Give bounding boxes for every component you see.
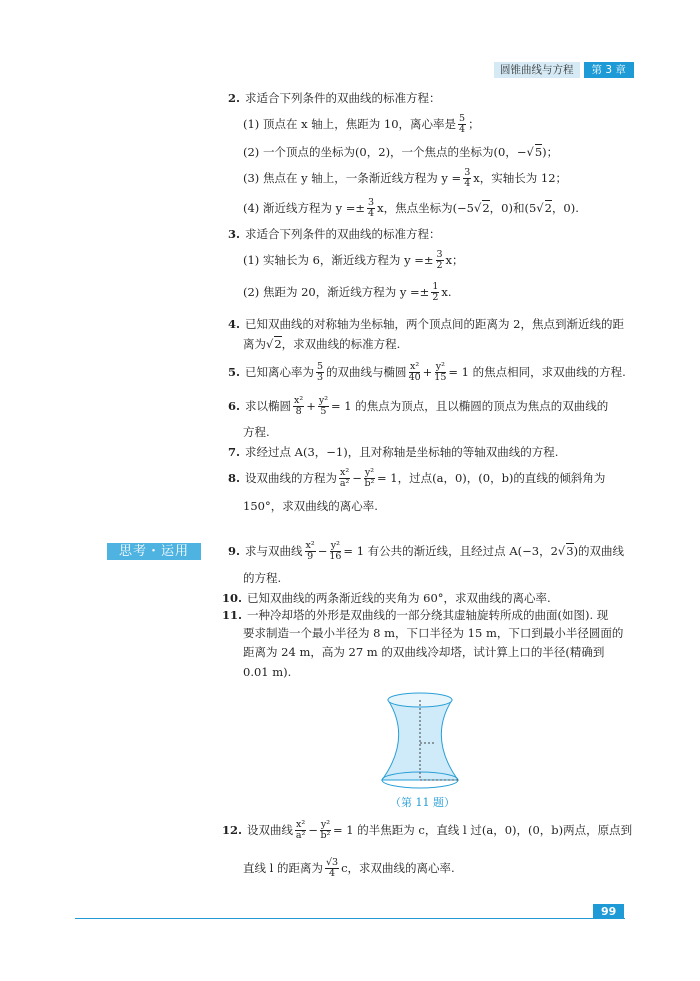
denominator: 4	[459, 123, 466, 135]
fraction	[434, 362, 446, 383]
fraction	[329, 541, 341, 562]
exercise-3	[228, 222, 441, 246]
numerator: 1	[432, 280, 439, 292]
text: 求以椭圆	[245, 399, 292, 413]
figure-caption: （第 11 题）	[390, 796, 455, 809]
numerator: 5	[459, 112, 466, 124]
exercise-7	[228, 440, 558, 464]
fraction	[463, 168, 471, 189]
text: 离为	[243, 337, 266, 351]
text: ；	[468, 117, 480, 131]
exercise-8-cont	[243, 494, 378, 518]
square-root: √2	[536, 201, 552, 215]
exercise-number: 11.	[222, 608, 243, 622]
exercise-9	[228, 539, 624, 563]
fraction	[339, 468, 350, 489]
text: 设双曲线	[247, 823, 294, 837]
exercise-number: 12.	[222, 823, 243, 837]
text: )；	[542, 145, 559, 159]
text: (4) 渐近线方程为 y =±	[243, 201, 366, 215]
exercise-11-cont2	[243, 640, 604, 664]
numerator: y²	[320, 818, 331, 830]
exercise-6	[228, 394, 608, 418]
fraction	[409, 362, 421, 383]
text: x，焦点坐标为(−5	[377, 201, 475, 215]
denominator: 8	[295, 405, 302, 417]
denominator: 4	[464, 177, 471, 189]
text: 已知双曲线的对称轴为坐标轴，两个顶点间的距离为 2，焦点到渐近线的距	[245, 317, 624, 331]
text: = 1 有公共的渐近线，且经过点 A(−3，2	[343, 544, 558, 558]
denominator: 4	[368, 207, 375, 219]
chapter-title: 圆锥曲线与方程	[494, 62, 580, 78]
denominator: 9	[307, 550, 314, 562]
numerator: y²	[364, 466, 375, 478]
text: +	[306, 399, 316, 413]
radicand: 3	[566, 544, 574, 558]
text: c，求双曲线的离心率.	[341, 861, 455, 875]
denominator: 3	[317, 371, 324, 383]
radicand: 2	[482, 201, 490, 215]
text: 距离为 24 m，高为 27 m 的双曲线冷却塔，试计算上口的半径(精确到	[243, 645, 605, 659]
numerator: 3	[464, 166, 471, 178]
section-tag: 思考・运用	[107, 543, 201, 560]
text: x.	[441, 285, 452, 299]
denominator: 2	[436, 259, 443, 271]
denominator: b²	[364, 477, 375, 489]
text: (2) 焦距为 20，渐近线方程为 y =±	[243, 285, 430, 299]
text: 直线 l 的距离为	[243, 861, 323, 875]
numerator: x²	[305, 539, 315, 551]
text: −	[308, 823, 318, 837]
text: 要求制造一个最小半径为 8 m，下口半径为 15 m，下口到最小半径圆面的	[243, 626, 624, 640]
numerator: x²	[410, 360, 420, 372]
text: 已知双曲线的两条渐近线的夹角为 60°，求双曲线的离心率.	[247, 591, 551, 605]
numerator: 3	[436, 248, 443, 260]
numerator: x²	[340, 466, 350, 478]
fraction	[325, 858, 339, 879]
text: (1) 实轴长为 6，渐近线方程为 y =±	[243, 253, 434, 267]
fraction	[367, 198, 375, 219]
text: (1) 顶点在 x 轴上，焦距为 10，离心率是	[243, 117, 457, 131]
text: −	[317, 544, 328, 558]
text: 的方程.	[243, 571, 282, 585]
fraction	[295, 820, 306, 841]
text: ，0)和(5	[489, 201, 537, 215]
denominator: 15	[434, 371, 447, 383]
fraction	[318, 396, 329, 417]
text: = 1 的焦点为顶点，且以椭圆的顶点为焦点的双曲线的	[331, 399, 609, 413]
text: 已知离心率为	[245, 365, 315, 379]
exercise-12-cont	[243, 856, 455, 880]
text: 求与双曲线	[245, 544, 303, 558]
text: = 1，过点(a，0)，(0，b)的直线的倾斜角为	[377, 471, 606, 485]
numerator: y²	[435, 360, 445, 372]
exercise-8	[228, 466, 605, 490]
text: ，0).	[551, 201, 579, 215]
denominator: 16	[329, 550, 342, 562]
footer-rule	[75, 918, 625, 919]
exercise-number: 3.	[228, 227, 241, 241]
square-root: √5	[526, 145, 543, 159]
denominator: a²	[339, 477, 350, 489]
numerator: 5	[317, 360, 324, 372]
denominator: 2	[432, 291, 439, 303]
fraction	[320, 820, 331, 841]
exercise-number: 10.	[222, 591, 243, 605]
exercise-12	[222, 818, 632, 842]
text: +	[422, 365, 433, 379]
text: 150°，求双曲线的离心率.	[243, 499, 378, 513]
denominator: b²	[320, 829, 331, 841]
text: ，求双曲线的标准方程.	[281, 337, 401, 351]
exercise-2-1	[243, 112, 480, 136]
exercise-number: 8.	[228, 471, 241, 485]
fraction	[458, 114, 466, 135]
running-header	[494, 62, 634, 78]
exercise-number: 4.	[228, 317, 241, 331]
text: 0.01 m).	[243, 665, 292, 679]
text: 求适合下列条件的双曲线的标准方程：	[245, 91, 441, 105]
exercise-3-1	[243, 248, 464, 272]
text: 的双曲线与椭圆	[326, 365, 407, 379]
numerator: √3	[326, 856, 339, 868]
fraction	[316, 362, 324, 383]
text: 求经过点 A(3，−1)，且对称轴是坐标轴的等轴双曲线的方程.	[245, 445, 559, 459]
exercise-number: 7.	[228, 445, 241, 459]
denominator: 4	[329, 867, 336, 879]
square-root: √2	[266, 337, 282, 351]
exercise-4-cont	[243, 332, 400, 356]
text: −	[352, 471, 362, 485]
text: (2) 一个顶点的坐标为(0，2)，一个焦点的坐标为(0，−	[243, 145, 527, 159]
page-number: 99	[593, 904, 624, 919]
denominator: 40	[408, 371, 421, 383]
square-root: √3	[557, 544, 574, 558]
numerator: y²	[330, 539, 340, 551]
exercise-2-3	[243, 166, 567, 190]
text: 求适合下列条件的双曲线的标准方程：	[245, 227, 441, 241]
fraction	[305, 541, 316, 562]
fraction	[431, 282, 439, 303]
exercise-number: 9.	[228, 544, 241, 558]
fraction	[364, 468, 375, 489]
exercise-5	[228, 360, 626, 384]
square-root: √2	[474, 201, 490, 215]
exercise-2-4	[243, 196, 579, 220]
denominator: a²	[295, 829, 306, 841]
text: = 1 的半焦距为 c，直线 l 过(a，0)，(0，b)两点，原点到	[333, 823, 633, 837]
text: 方程.	[243, 425, 270, 439]
text: x，实轴长为 12；	[473, 171, 568, 185]
radicand: 5	[534, 145, 543, 159]
text: 一种冷却塔的外形是双曲线的一部分绕其虚轴旋转所成的曲面(如图). 现	[247, 608, 609, 622]
exercise-3-2	[243, 280, 452, 304]
exercise-number: 2.	[228, 91, 241, 105]
numerator: 3	[368, 196, 375, 208]
text: x；	[445, 253, 464, 267]
fraction	[436, 250, 444, 271]
numerator: x²	[294, 394, 304, 406]
exercise-2-2	[243, 140, 558, 164]
fraction	[293, 396, 304, 417]
numerator: y²	[318, 394, 329, 406]
cooling-tower-figure	[370, 688, 470, 792]
text: (3) 焦点在 y 轴上，一条渐近线方程为 y =	[243, 171, 462, 185]
chapter-number: 第 3 章	[584, 62, 634, 78]
radicand: 2	[544, 201, 552, 215]
numerator: x²	[296, 818, 306, 830]
exercise-number: 5.	[228, 365, 241, 379]
text: 设双曲线的方程为	[245, 471, 338, 485]
text: )的双曲线	[573, 544, 625, 558]
exercise-2	[228, 86, 441, 110]
exercise-number: 6.	[228, 399, 241, 413]
text: = 1 的焦点相同，求双曲线的方程.	[448, 365, 626, 379]
radicand: 2	[274, 337, 282, 351]
denominator: 5	[320, 405, 327, 417]
exercise-11-cont3	[243, 660, 291, 684]
